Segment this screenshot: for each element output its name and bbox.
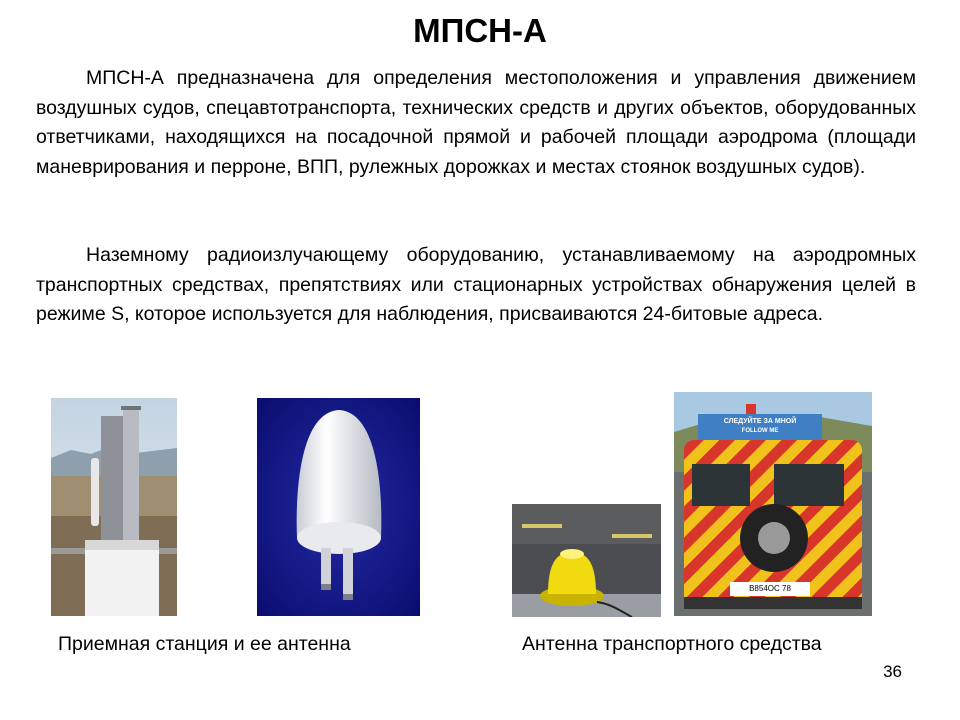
description-paragraph-2: Наземному радиоизлучающему оборудованию, устанавливаемому на аэродромных транспортных средствах, препятствиях или стационарных устройствах обнаружения целей в режиме S, которое используется для наблюдения, присваиваются 24-битовые адреса. [36, 244, 916, 326]
follow-me-sign-text-2: FOLLOW ME [741, 428, 779, 434]
caption-receiving-station: Приемная станция и ее антенна [58, 633, 351, 655]
slide-title: МПСН-А [413, 12, 547, 49]
license-plate: В854ОС 78 [749, 584, 791, 593]
follow-me-vehicle-photo [674, 392, 872, 616]
caption-vehicle-antenna: Антенна транспортного средства [522, 633, 822, 655]
receiving-station-photo [51, 398, 177, 616]
vehicle-antenna-photo [512, 504, 661, 617]
description-paragraph-1: МПСН-А предназначена для определения местоположения и управления движением воздушных судов, спецавтотранспорта, технических средств и других объектов, оборудованных ответчиками, находящихся на посадочной прямой и рабочей площади аэродрома (площади маневрирования и перроне, ВПП, рулежных дорожках и местах стоянок воздушных судов). [36, 67, 916, 178]
station-antenna-photo [257, 398, 420, 616]
follow-me-sign-text-1: СЛЕДУЙТЕ ЗА МНОЙ [723, 418, 797, 425]
page-number: 36 [883, 662, 902, 681]
